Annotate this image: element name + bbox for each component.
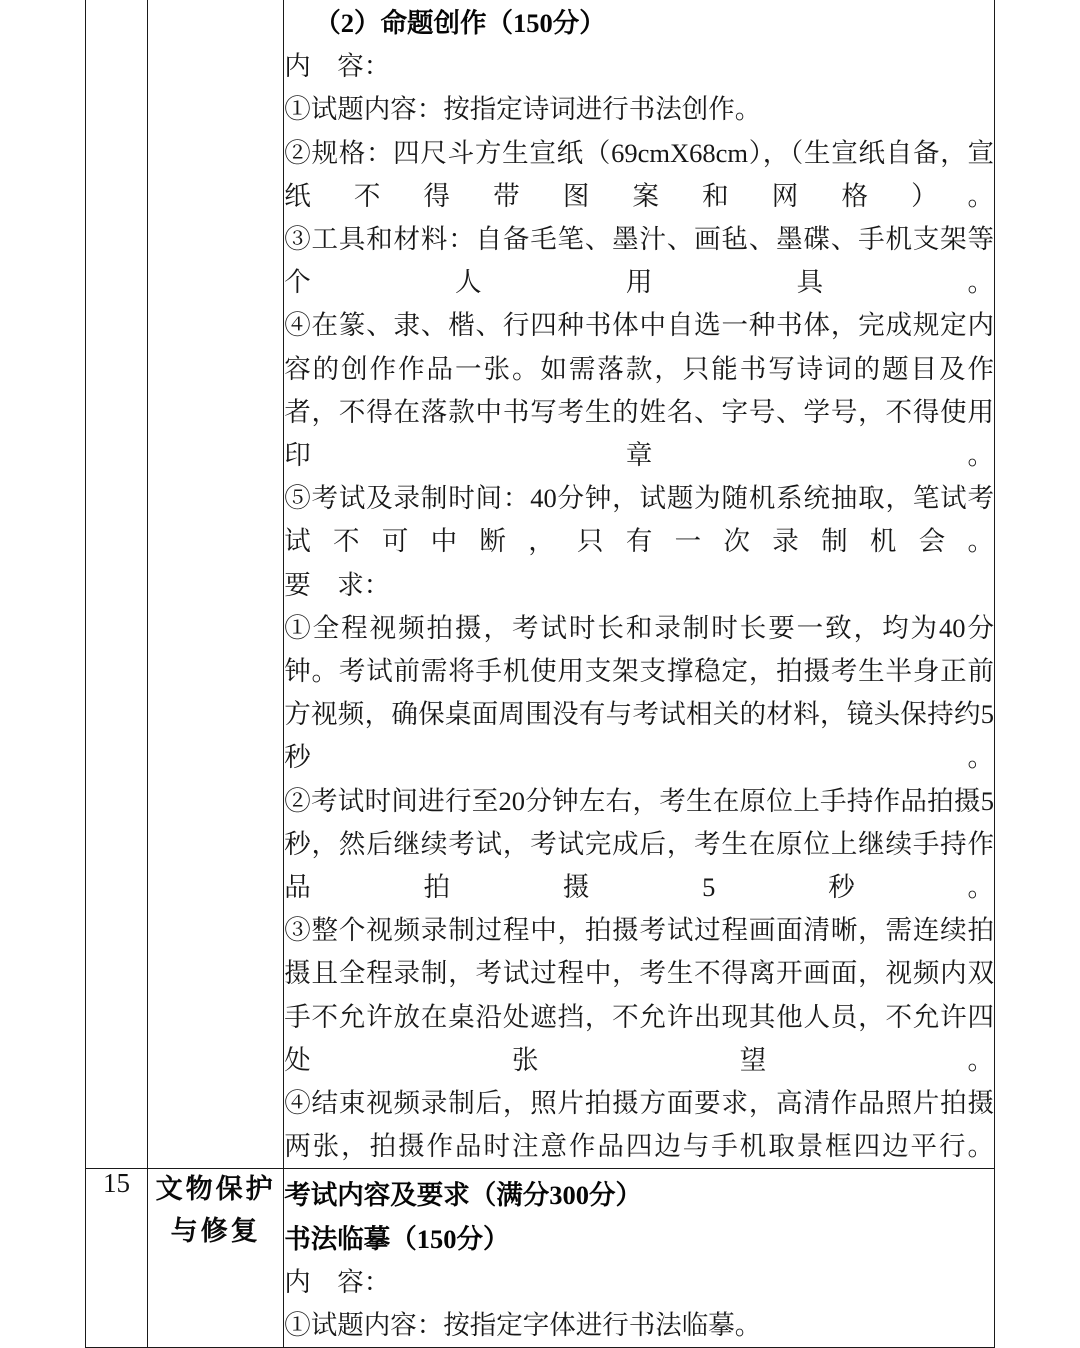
paragraph-item-2: ②规格：四尺斗方生宣纸（69cmX68cm），（生宣纸自备，宣纸不得带图案和网格）。: [284, 137, 994, 211]
paragraph-content-label: 内 容：: [284, 1266, 391, 1297]
row-index-cell: [86, 0, 148, 1169]
paragraph-subject-title: 书法临摹（150分）: [284, 1223, 510, 1254]
paragraph-req-3: ③整个视频录制过程中，拍摄考试过程画面清晰，需连续拍摄且全程录制，考试过程中，考生不得离开画面，视频内双手不允许放在桌沿处遮挡，不允许出现其他人员，不允许四处张望。: [284, 915, 994, 1075]
paragraph-item-3: ③工具和材料：自备毛笔、墨汁、画毡、墨碟、手机支架等个人用具。: [284, 224, 994, 298]
paragraph-item-5: ⑤考试及录制时间：40分钟，试题为随机系统抽取，笔试考试不可中断，只有一次录制机会。: [284, 483, 994, 557]
major-name-line-2: 与修复: [170, 1216, 261, 1247]
paragraph-item-1: ①试题内容：按指定字体进行书法临摹。: [284, 1310, 762, 1341]
table-row: [86, 1169, 995, 1348]
paragraph-content-label: 内 容：: [284, 51, 391, 82]
paragraph-item-1: ①试题内容：按指定诗词进行书法创作。: [284, 94, 762, 125]
row-content-cell: [284, 1169, 995, 1348]
syllabus-table: [85, 0, 995, 1348]
paragraph-req-4: ④结束视频录制后，照片拍摄方面要求，高清作品照片拍摄两张，拍摄作品时注意作品四边与手机取景框四边平行。: [284, 1088, 994, 1162]
row-content-cell: [284, 0, 995, 1169]
row-index-cell: 15: [86, 1169, 148, 1348]
paragraph-item-4: ④在篆、隶、楷、行四种书体中自选一种书体，完成规定内容的创作作品一张。如需落款，只能书写诗词的题目及作者，不得在落款中书写考生的姓名、字号、学号，不得使用印章。: [284, 310, 994, 471]
table-row: [86, 0, 995, 1169]
row-major-cell: [148, 1169, 284, 1348]
major-name-line-1: 文物保护: [155, 1174, 276, 1205]
paragraph-req-1: ①全程视频拍摄，考试时长和录制时长要一致，均为40分钟。考试前需将手机使用支架支撑稳定，拍摄考生半身正前方视频，确保桌面周围没有与考试相关的材料，镜头保持约5秒。: [284, 612, 994, 773]
paragraph-req-2: ②考试时间进行至20分钟左右，考生在原位上手持作品拍摄5秒，然后继续考试，考试完成后，考生在原位上继续手持作品拍摄5秒。: [284, 785, 994, 903]
paragraph-requirement-label: 要 求：: [284, 569, 391, 600]
paragraph-exam-title: 考试内容及要求（满分300分）: [284, 1180, 642, 1211]
row-major-cell: [148, 0, 284, 1169]
paragraph-heading: （2）命题创作（150分）: [314, 8, 606, 38]
